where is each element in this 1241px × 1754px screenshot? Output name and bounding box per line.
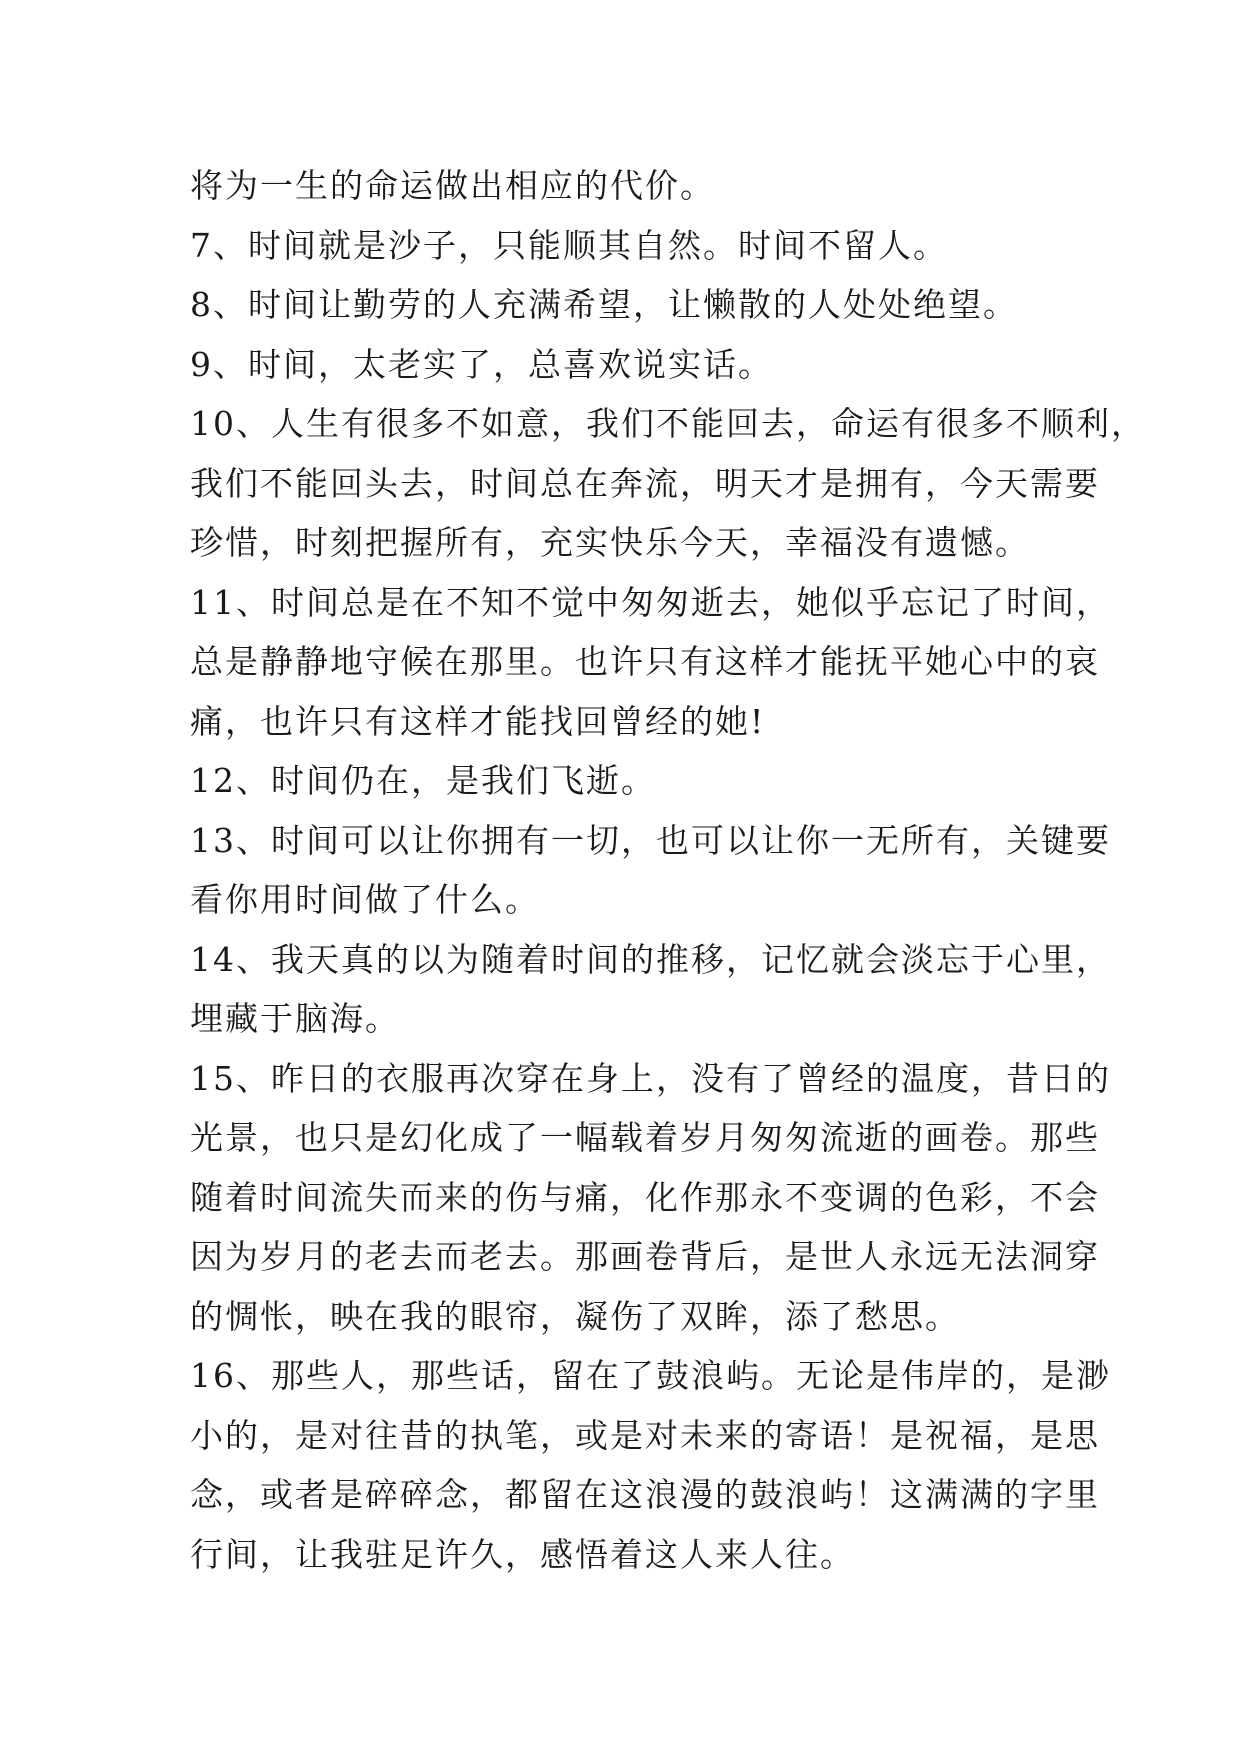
text-line: 光景，也只是幻化成了一幅载着岁月匆匆流逝的画卷。那些 — [190, 1118, 1100, 1157]
text-line: 14、我天真的以为随着时间的推移，记忆就会淡忘于心里， — [190, 939, 1111, 979]
text-line: 15、昨日的衣服再次穿在身上，没有了曾经的温度，昔日的 — [190, 1058, 1111, 1098]
text-line: 11、时间总是在不知不觉中匆匆逝去，她似乎忘记了时间， — [190, 582, 1111, 622]
text-line: 12、时间仍在，是我们飞逝。 — [190, 761, 656, 800]
text-line: 9、时间，太老实了，总喜欢说实话。 — [190, 344, 773, 384]
text-line: 16、那些人，那些话，留在了鼓浪屿。无论是伟岸的，是渺 — [190, 1356, 1111, 1395]
text-line: 埋藏于脑海。 — [190, 999, 400, 1038]
text-line: 小的，是对往昔的执笔，或是对未来的寄语！是祝福，是思 — [190, 1415, 1100, 1455]
body-text — [190, 156, 1146, 1584]
text-line: 的惆怅，映在我的眼帘，凝伤了双眸，添了愁思。 — [190, 1296, 960, 1336]
text-line: 因为岁月的老去而老去。那画卷背后，是世人永远无法洞穿 — [190, 1237, 1100, 1276]
text-line: 痛，也许只有这样才能找回曾经的她! — [190, 701, 766, 741]
text-line: 念，或者是碎碎念，都留在这浪漫的鼓浪屿！这满满的字里 — [190, 1475, 1100, 1514]
text-line: 随着时间流失而来的伤与痛，化作那永不变调的色彩，不会 — [190, 1177, 1100, 1217]
text-line: 13、时间可以让你拥有一切，也可以让你一无所有，关键要 — [190, 820, 1111, 860]
text-line: 将为一生的命运做出相应的代价。 — [190, 166, 715, 205]
text-line: 我们不能回头去，时间总在奔流，明天才是拥有，今天需要 — [190, 463, 1100, 503]
text-line: 看你用时间做了什么。 — [190, 880, 540, 919]
text-line: 行间，让我驻足许久，感悟着这人来人往。 — [190, 1534, 855, 1574]
text-line: 10、人生有很多不如意，我们不能回去，命运有很多不顺利， — [190, 404, 1146, 443]
text-line: 7、时间就是沙子，只能顺其自然。时间不留人。 — [190, 225, 948, 265]
text-line: 8、时间让勤劳的人充满希望，让懒散的人处处绝望。 — [190, 285, 1018, 324]
text-line: 总是静静地守候在那里。也许只有这样才能抚平她心中的哀 — [190, 642, 1100, 681]
text-line: 珍惜，时刻把握所有，充实快乐今天，幸福没有遗憾。 — [190, 523, 1030, 562]
